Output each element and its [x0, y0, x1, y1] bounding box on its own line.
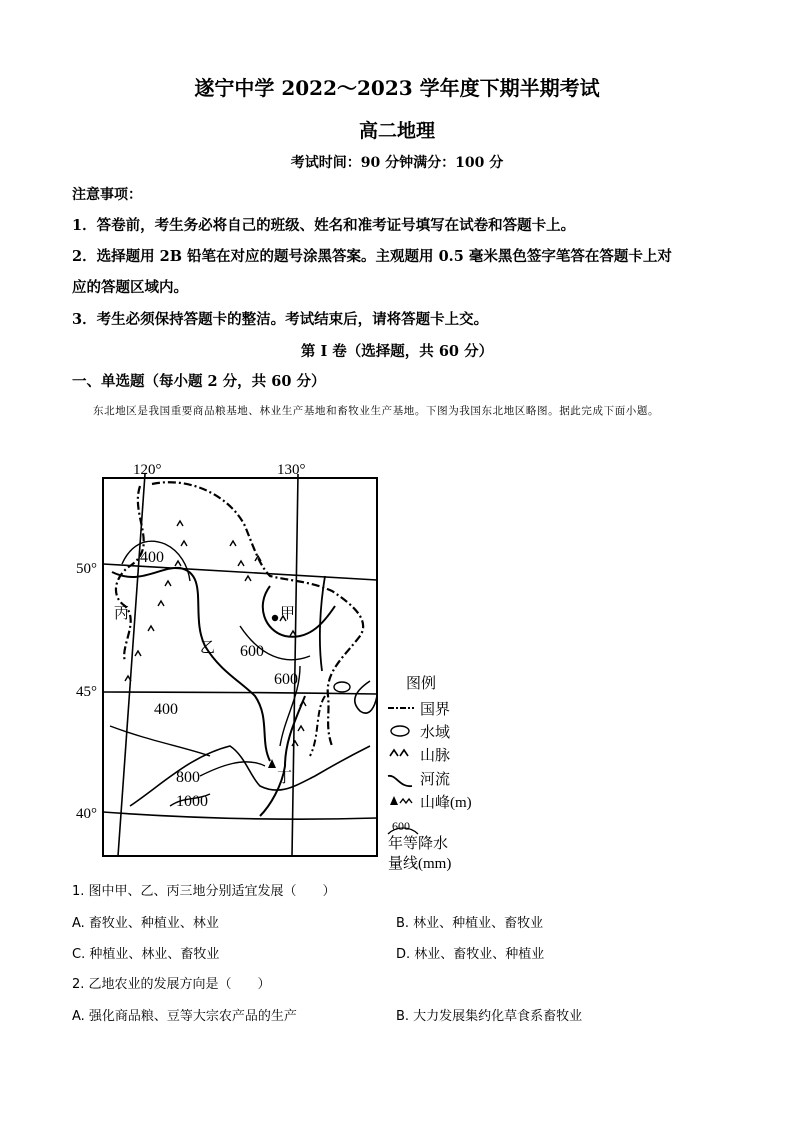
river-legend-icon	[388, 776, 412, 786]
water-legend-icon	[391, 726, 409, 736]
river	[263, 586, 335, 637]
notes-heading: 注意事项：	[72, 187, 142, 203]
note-item: 3．考生必须保持答题卡的整洁。考试结束后，请将答题卡上交。	[72, 311, 489, 328]
isoline-label: 600	[274, 671, 298, 688]
lat-label: 40°	[76, 806, 97, 822]
coastline	[355, 681, 377, 713]
option-a[interactable]: A. 畜牧业、种植业、林业	[72, 916, 219, 931]
note-item: 应的答题区域内。	[72, 279, 188, 296]
note-item: 1．答卷前，考生务必将自己的班级、姓名和准考证号填写在试卷和答题卡上。	[72, 217, 576, 234]
national-border	[152, 482, 363, 746]
isoline-800	[200, 762, 265, 776]
national-border	[116, 486, 144, 661]
option-b[interactable]: B. 大力发展集约化草食系畜牧业	[396, 1009, 583, 1024]
lon-label: 120°	[133, 462, 162, 478]
isoline-label: 400	[154, 701, 178, 718]
option-b[interactable]: B. 林业、种植业、畜牧业	[396, 916, 544, 931]
section-heading: 一、单选题（每小题 2 分，共 60 分）	[72, 373, 326, 390]
legend-item: 山脉	[420, 748, 451, 764]
northeast-china-map	[70, 456, 490, 876]
legend-title: 图例	[406, 676, 437, 692]
exam-subject: 高二地理	[358, 120, 435, 142]
isoline-label: 400	[140, 549, 164, 566]
note-item: 2．选择题用 2B 铅笔在对应的题号涂黑答案。主观题用 0.5 毫米黑色签字笔答在答题卡上对	[72, 248, 672, 265]
place-label-yi: 乙	[200, 640, 216, 656]
map-legend	[388, 675, 472, 872]
meridian-130	[292, 474, 298, 856]
lat-label: 50°	[76, 561, 97, 577]
city-dot	[272, 615, 278, 621]
parallel-45	[103, 692, 377, 694]
exam-time-info: 考试时间：90 分钟满分：100 分	[290, 155, 504, 171]
national-border	[310, 696, 325, 756]
isoline-legend-caption: 年等降水	[388, 836, 449, 852]
exam-title: 遂宁中学 2022～2023 学年度下期半期考试	[194, 76, 600, 100]
peak-legend-icon	[390, 796, 398, 805]
isoline-label: 800	[176, 769, 200, 786]
river	[260, 696, 305, 816]
lake	[334, 682, 350, 692]
isoline-legend-value: 600	[392, 819, 410, 833]
legend-item: 山峰(m)	[420, 795, 472, 811]
coastline	[130, 746, 370, 806]
passage-intro: 东北地区是我国重要商品粮基地、林业生产基地和畜牧业生产基地。下图为我国东北地区略图。据此完成下面小题。	[93, 405, 660, 417]
parallel-40	[103, 812, 377, 819]
isoline-label: 1000	[176, 793, 208, 810]
parallel-50	[103, 564, 377, 580]
isoline-label: 600	[240, 643, 264, 660]
place-label-bing: 丙	[114, 606, 130, 622]
part-heading: 第 I 卷（选择题，共 60 分）	[300, 343, 494, 360]
legend-item: 水域	[420, 725, 451, 741]
option-a[interactable]: A. 强化商品粮、豆等大宗农产品的生产	[72, 1009, 297, 1024]
question-stem: 1. 图中甲、乙、丙三地分别适宜发展（ ）	[72, 884, 336, 899]
lon-label: 130°	[277, 462, 306, 478]
lat-label: 45°	[76, 684, 97, 700]
question-stem: 2. 乙地农业的发展方向是（ ）	[72, 977, 271, 992]
place-label-ding: 丁	[277, 770, 293, 786]
option-c[interactable]: C. 种植业、林业、畜牧业	[72, 947, 220, 962]
isoline-legend-caption: 量线(mm)	[388, 856, 452, 872]
legend-item: 河流	[420, 772, 451, 788]
place-label-jia: 甲	[280, 606, 296, 622]
legend-item: 国界	[420, 702, 451, 718]
mountain-legend-icon	[390, 750, 408, 756]
peak-legend-icon	[400, 799, 412, 803]
option-d[interactable]: D. 林业、畜牧业、种植业	[396, 947, 545, 962]
